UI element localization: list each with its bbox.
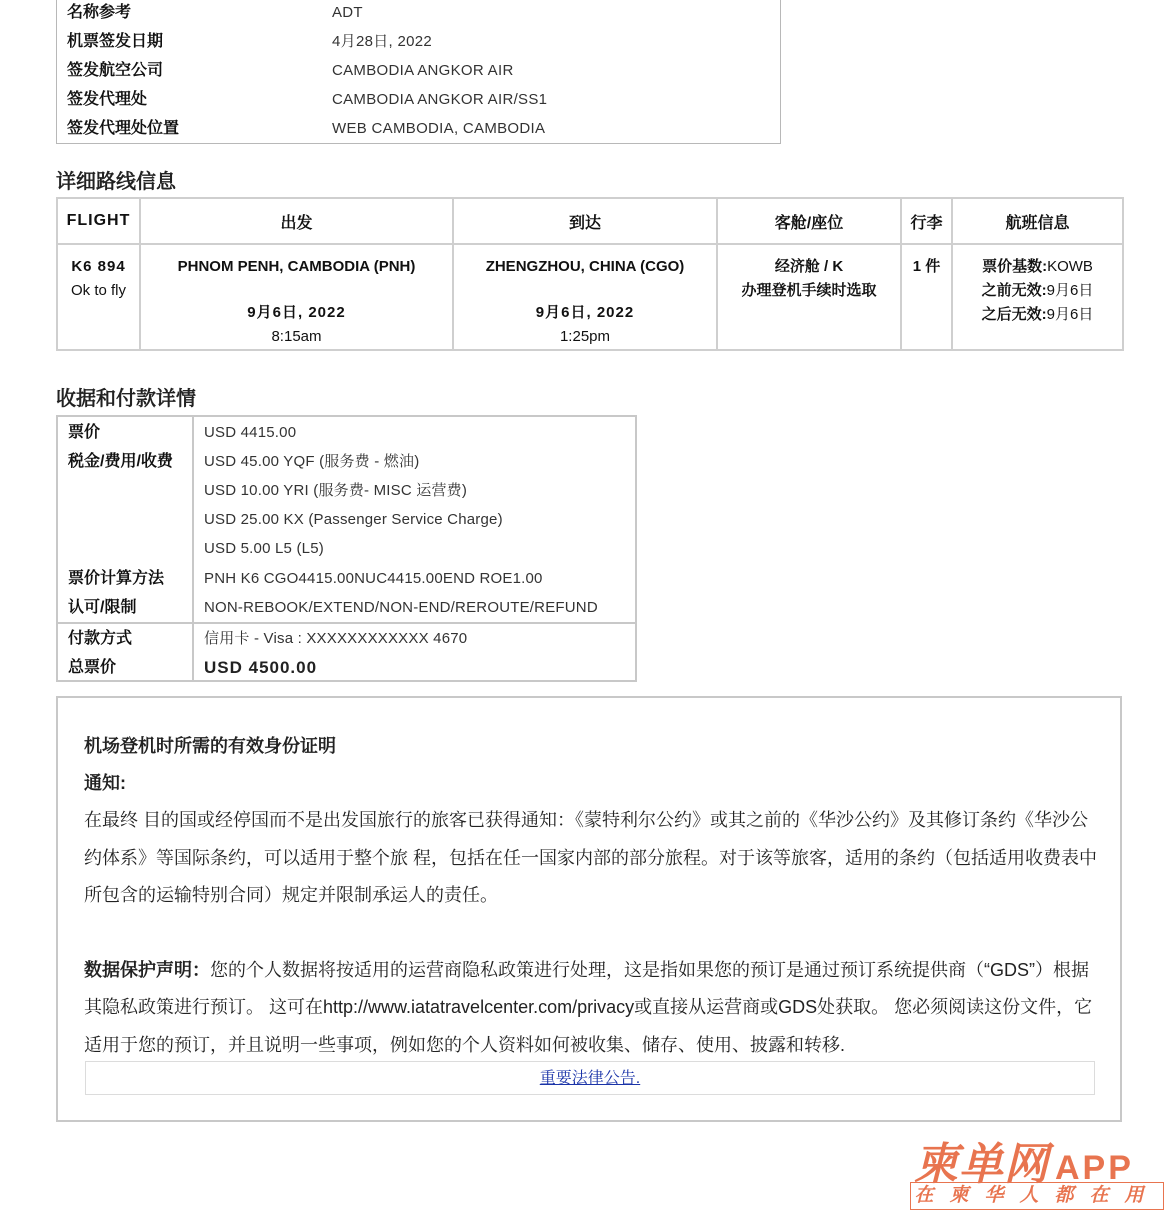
restriction-label: 认可/限制 [68,599,137,616]
departure-cell [140,244,453,350]
ticket-info-box [56,0,781,144]
fare-value: USD 4415.00 [204,424,297,441]
restriction-value: NON-REBOOK/EXTEND/NON-END/REROUTE/REFUND [204,599,598,616]
payment-method-value: 信用卡 - Visa : XXXXXXXXXXXX 4670 [204,630,468,647]
arrival-place: ZHENGZHOU, CHINA (CGO) [485,258,685,275]
notice-text: 在最终 目的国或经停国而不是出发国旅行的旅客已获得通知：《蒙特利尔公约》或其之前的《华沙公约》及其修订条约《华沙公约体系》等国际条约，可以适用于整个旅 程，包括在任一国家内部的部分旅程。对于该等旅客，适用的条约（包括适用收费表中所包含的运输特别合同）规定并限制承运人的责任。 [84,810,1097,905]
total-value: USD 4500.00 [204,658,318,677]
privacy-statement [84,952,1098,1065]
not-valid-before [957,279,1118,303]
privacy-text: 您的个人数据将按适用的运营商隐私政策进行处理，这是指如果您的预订是通过预订系统提供商（“GDS”）根据其隐私政策进行预订。 这可在http://www.iatatravelcenter.com/privacy或直接从运营商或GDS处获取。 您必须阅读这份文件，它适用于您的预订，并且说明一些事项，例如您的个人资料如何被收集、储存、使用、披露和转移. [84,959,1093,1055]
notice-label: 通知: [84,773,126,793]
cabin-cell [717,244,901,350]
watermark [908,1128,1166,1212]
fare-calc-value: PNH K6 CGO4415.00NUC4415.00END ROE1.00 [204,570,543,587]
route-section-title: 详细路线信息 [56,171,176,193]
notice-box [56,696,1122,1122]
departure-place: PHNOM PENH, CAMBODIA (PNH) [177,258,416,275]
info-label: 签发代理处 [67,91,148,108]
arrival-cell [453,244,717,350]
fare-row [58,418,635,447]
header-baggage: 行李 [901,198,952,244]
id-requirement-title: 机场登机时所需的有效身份证明 [84,736,336,756]
header-arrival: 到达 [453,198,717,244]
info-value: ADT [332,4,363,21]
legal-notice-box [85,1061,1095,1095]
restriction-row [58,593,635,622]
tax-item: USD 25.00 KX (Passenger Service Charge) [204,511,503,528]
not-valid-after [957,303,1118,327]
route-row [57,244,1123,350]
tax-row [58,476,635,505]
cabin-class: 经济舱 / K [774,258,844,275]
not-before-value: 9月6日 [1046,282,1094,299]
payment-method-row [58,624,635,653]
route-header-row [57,198,1123,244]
info-value: 4月28日, 2022 [332,33,433,50]
info-value: CAMBODIA ANGKOR AIR/SS1 [332,91,548,108]
total-row [58,653,635,682]
info-value: CAMBODIA ANGKOR AIR [332,62,514,79]
tax-item: USD 10.00 YRI (服务费- MISC 运营费) [204,482,468,499]
header-departure: 出发 [140,198,453,244]
total-label: 总票价 [68,659,117,676]
header-flight-info: 航班信息 [952,198,1123,244]
info-label: 签发代理处位置 [67,120,180,137]
header-flight: FLIGHT [57,198,140,244]
fare-label: 票价 [68,424,101,441]
watermark-logo: 柬单网 [914,1140,1049,1189]
route-table [56,197,1124,351]
flight-status: Ok to fly [70,282,126,299]
arrival-time: 1:25pm [559,328,611,345]
tax-row [58,505,635,534]
fare-basis [957,255,1118,279]
privacy-label: 数据保护声明： [84,959,210,980]
payment-method-label: 付款方式 [68,630,133,647]
baggage-count: 1 件 [912,258,941,275]
info-label: 机票签发日期 [67,33,164,50]
fare-calc-row [58,564,635,593]
tax-label: 税金/费用/收费 [68,453,173,470]
flight-cell [57,244,140,350]
legal-notice-link[interactable]: 重要法律公告. [539,1070,641,1087]
departure-date: 9月6日, 2022 [247,304,346,321]
fare-basis-value: KOWB [1047,258,1093,275]
payment-section-title: 收据和付款详情 [56,388,196,410]
not-after-value: 9月6日 [1046,306,1094,323]
tax-row [58,534,635,563]
tax-item: USD 45.00 YQF (服务费 - 燃油) [204,453,420,470]
departure-time: 8:15am [271,328,322,345]
seat-info: 办理登机手续时选取 [741,282,877,299]
watermark-app: APP [1055,1149,1134,1187]
fare-basis-label: 票价基数: [982,258,1048,275]
not-after-label: 之后无效: [981,306,1047,323]
header-cabin-seat: 客舱/座位 [717,198,901,244]
info-label: 名称参考 [67,4,132,21]
info-label: 签发航空公司 [67,62,164,79]
watermark-slogan: 在柬华人都在用 [910,1182,1164,1210]
flight-info-cell [952,244,1123,350]
baggage-cell [901,244,952,350]
info-value: WEB CAMBODIA, CAMBODIA [332,120,546,137]
arrival-date: 9月6日, 2022 [535,304,635,321]
tax-item: USD 5.00 L5 (L5) [204,540,324,557]
not-before-label: 之前无效: [981,282,1047,299]
tax-row [58,447,635,476]
fare-calc-label: 票价计算方法 [68,570,165,587]
payment-box [56,415,637,682]
flight-number: K6 894 [71,258,126,275]
